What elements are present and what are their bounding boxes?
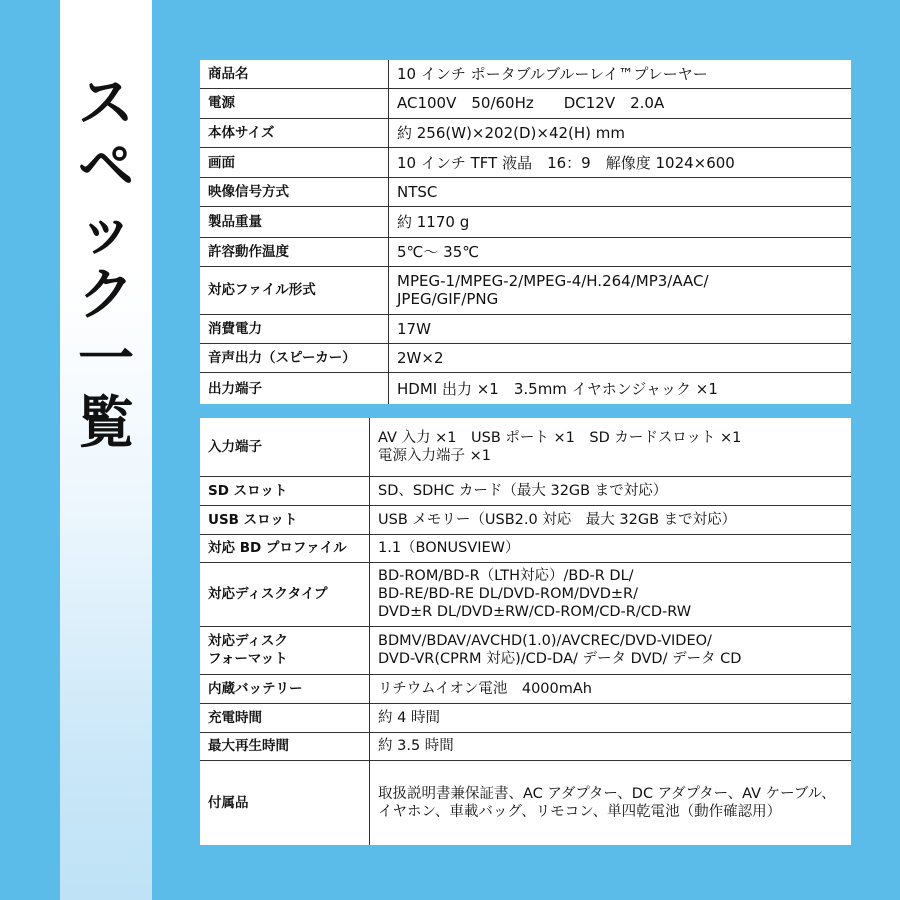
table-row bbox=[200, 88, 851, 118]
table-row bbox=[200, 266, 851, 314]
spec-value: リチウムイオン電池 4000mAh bbox=[370, 674, 852, 703]
spec-label: SD スロット bbox=[200, 476, 370, 505]
spec-label: 対応ディスク フォーマット bbox=[200, 626, 370, 674]
spec-value: HDMI 出力 ×1 3.5mm イヤホンジャック ×1 bbox=[389, 373, 852, 404]
table-row bbox=[200, 343, 851, 372]
spec-value: 10 インチ ポータブルブルーレイ™プレーヤー bbox=[389, 60, 852, 88]
spec-value: 約 3.5 時間 bbox=[370, 732, 852, 760]
page-title bbox=[60, 72, 152, 456]
table-row bbox=[200, 626, 851, 674]
title-char: 覧 bbox=[78, 391, 134, 456]
spec-label: 電源 bbox=[200, 88, 389, 118]
spec-label: 内蔵バッテリー bbox=[200, 674, 370, 703]
spec-value: BDMV/BDAV/AVCHD(1.0)/AVCREC/DVD-VIDEO/ DVD-VR(CPRM 対応)/CD-DA/ データ DVD/ データ CD bbox=[370, 626, 852, 674]
spec-table-1 bbox=[200, 60, 851, 404]
table-row bbox=[200, 674, 851, 703]
table-row bbox=[200, 178, 851, 207]
table-row bbox=[200, 476, 851, 505]
table-row bbox=[200, 118, 851, 147]
spec-value: 取扱説明書兼保証書、AC アダプター、DC アダプター、AV ケーブル、イヤホン、車載バッグ、リモコン、単四乾電池（動作確認用） bbox=[370, 760, 852, 845]
spec-label: 製品重量 bbox=[200, 207, 389, 237]
spec-label: 出力端子 bbox=[208, 380, 262, 397]
spec-label: 映像信号方式 bbox=[200, 178, 389, 207]
spec-value: 約 4 時間 bbox=[370, 703, 852, 732]
spec-value: 約 256(W)×202(D)×42(H) mm bbox=[389, 118, 852, 147]
spec-label: 入力端子 bbox=[200, 418, 370, 476]
spec-label: 対応ディスクタイプ bbox=[200, 562, 370, 626]
spec-label: 消費電力 bbox=[200, 314, 389, 343]
spec-value: BD-ROM/BD-R（LTH対応）/BD-R DL/ BD-RE/BD-RE DL/DVD-ROM/DVD±R/ DVD±R DL/DVD±RW/CD-ROM/CD-R/CD-RW bbox=[370, 562, 852, 626]
table-row bbox=[200, 703, 851, 732]
spec-value: 約 1170 g bbox=[389, 207, 852, 237]
table-row bbox=[200, 534, 851, 562]
spec-label: 商品名 bbox=[200, 60, 389, 88]
spec-value: 1.1（BONUSVIEW） bbox=[370, 534, 852, 562]
spec-value: USB メモリー（USB2.0 対応 最大 32GB まで対応） bbox=[370, 505, 852, 534]
spec-label: 付属品 bbox=[208, 794, 249, 811]
table-row bbox=[200, 562, 851, 626]
spec-label: 最大再生時間 bbox=[200, 732, 370, 760]
table-row bbox=[200, 760, 851, 845]
title-char: ペ bbox=[78, 135, 134, 200]
table-row bbox=[200, 505, 851, 534]
spec-value: MPEG-1/MPEG-2/MPEG-4/H.264/MP3/AAC/ JPEG/GIF/PNG bbox=[389, 266, 852, 314]
title-char: ス bbox=[78, 71, 134, 136]
spec-label: USB スロット bbox=[200, 505, 370, 534]
spec-label: 対応 BD プロファイル bbox=[200, 534, 370, 562]
spec-value: AV 入力 ×1 USB ポート ×1 SD カードスロット ×1 電源入力端子 ×1 bbox=[370, 418, 852, 476]
table-row bbox=[200, 732, 851, 760]
spec-value: 5℃～ 35℃ bbox=[389, 237, 852, 266]
title-char: ク bbox=[78, 263, 134, 328]
table-row bbox=[200, 207, 851, 237]
spec-value: SD、SDHC カード（最大 32GB まで対応） bbox=[370, 476, 852, 505]
table-row bbox=[200, 373, 851, 404]
spec-label: 充電時間 bbox=[200, 703, 370, 732]
spec-table-2 bbox=[200, 418, 851, 845]
table-row bbox=[200, 237, 851, 266]
spec-value: 2W×2 bbox=[389, 343, 852, 372]
spec-value: 10 インチ TFT 液晶 16：9 解像度 1024×600 bbox=[389, 148, 852, 178]
table-row bbox=[200, 148, 851, 178]
spec-label: 許容動作温度 bbox=[200, 237, 389, 266]
spec-label: 音声出力（スピーカー） bbox=[200, 343, 389, 372]
spec-value: NTSC bbox=[389, 178, 852, 207]
spec-value: AC100V 50/60Hz DC12V 2.0A bbox=[389, 88, 852, 118]
spec-value: 17W bbox=[389, 314, 852, 343]
spec-label: 画面 bbox=[200, 148, 389, 178]
table-row bbox=[200, 314, 851, 343]
spec-label: 本体サイズ bbox=[200, 118, 389, 147]
spec-label: 対応ファイル形式 bbox=[200, 266, 389, 314]
table-row bbox=[200, 418, 851, 476]
table-row bbox=[200, 60, 851, 88]
title-char: 一 bbox=[78, 327, 134, 392]
title-char: ッ bbox=[78, 199, 134, 264]
